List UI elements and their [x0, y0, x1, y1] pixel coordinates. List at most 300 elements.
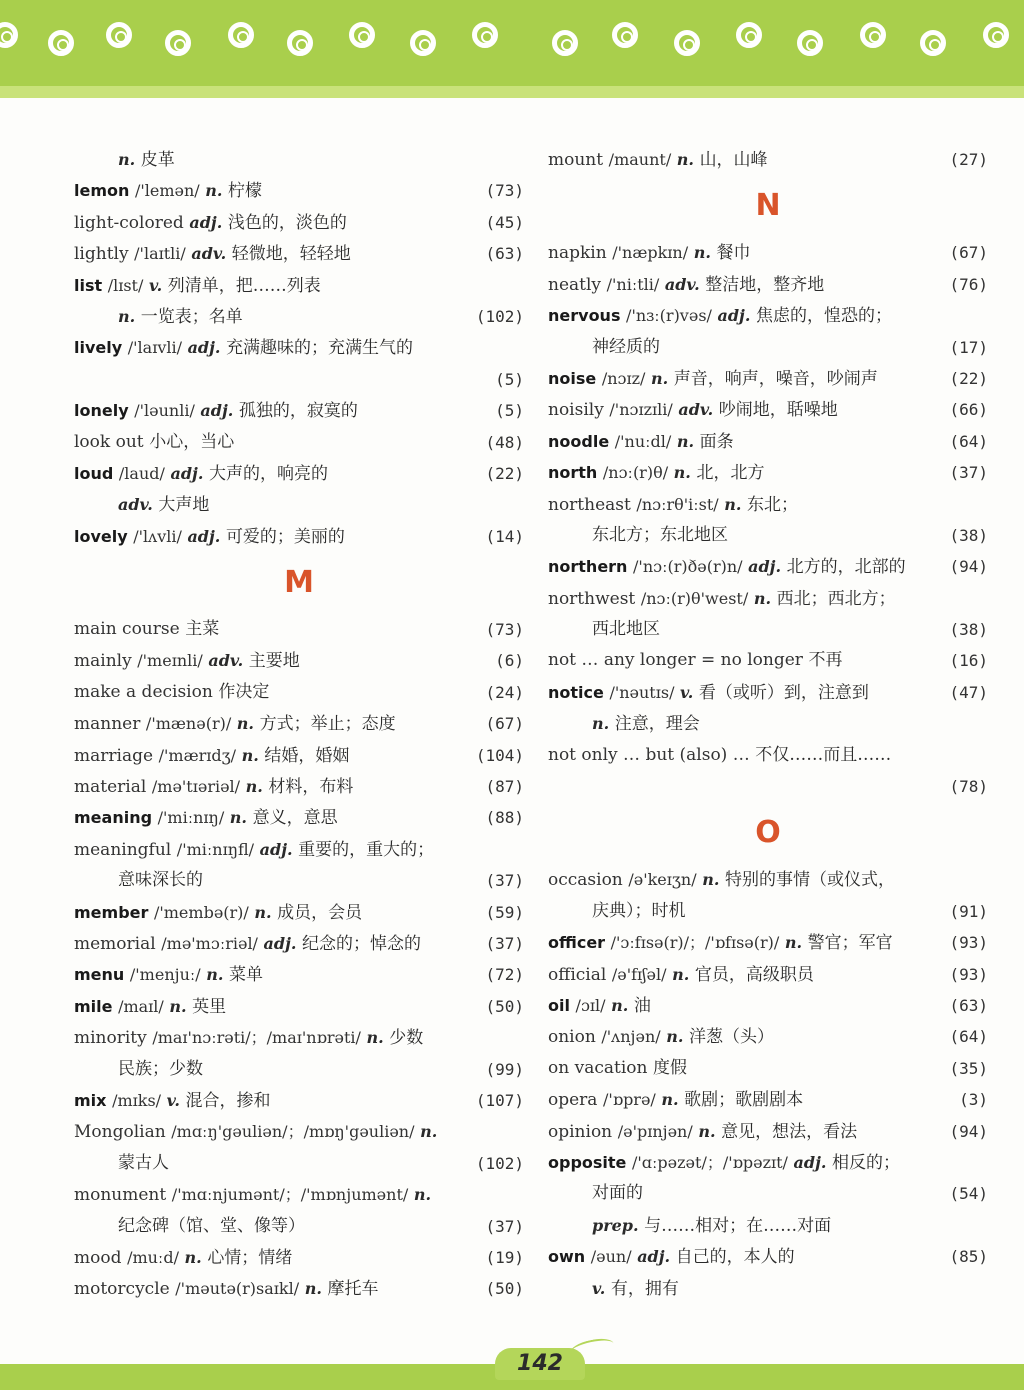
phonetic: /'nɔɪzɪli/	[609, 400, 673, 420]
phonetic: /'məutə(r)saɪkl/	[175, 1279, 300, 1299]
phonetic: /'nɜː(r)vəs/	[626, 306, 712, 326]
phonetic: /'næpkɪn/	[612, 243, 689, 263]
part-of-speech: v.	[592, 1278, 606, 1298]
page-reference: (93)	[949, 964, 988, 984]
headword: light-colored	[74, 212, 184, 233]
definition: 大声的，响亮的	[208, 463, 328, 484]
dictionary-entry	[548, 426, 988, 457]
entry-text	[548, 1116, 857, 1148]
entry-text	[74, 991, 226, 1023]
part-of-speech: n.	[651, 368, 669, 388]
headword: own	[548, 1247, 586, 1267]
page-reference: (6)	[495, 651, 524, 671]
page-reference: (37)	[485, 871, 524, 891]
part-of-speech: adv.	[118, 495, 153, 515]
dictionary-entry	[74, 1022, 524, 1053]
definition: 成员，会员	[277, 902, 363, 923]
definition: 东北方；东北地区	[592, 524, 728, 545]
definition: 东北；	[747, 494, 799, 515]
definition: 官员，高级职员	[694, 964, 814, 985]
entry-text	[74, 928, 421, 960]
definition: 不仅……而且……	[755, 744, 892, 765]
entry-text	[592, 1210, 831, 1242]
dictionary-entry	[548, 269, 988, 300]
dictionary-entry	[548, 489, 988, 520]
phonetic: /nɔːrθ'iːst/	[636, 494, 719, 514]
section-letter: N	[755, 188, 781, 224]
headword: member	[74, 902, 149, 922]
dictionary-entry	[74, 708, 524, 739]
headword: meaningful	[74, 839, 172, 860]
page-reference: (24)	[485, 682, 524, 702]
entry-text	[548, 1084, 803, 1116]
phonetic: /maɪ'nɔːrəti/；/maɪ'nɒrəti/	[152, 1028, 361, 1048]
headword: noodle	[548, 431, 610, 451]
part-of-speech: prep.	[592, 1215, 639, 1235]
phonetic: /muːd/	[127, 1247, 179, 1267]
part-of-speech: n.	[666, 1027, 684, 1047]
ring-ornament	[106, 22, 132, 48]
headword: Mongolian	[74, 1122, 166, 1143]
phonetic: /'laɪvli/	[127, 338, 182, 358]
headword: motorcycle	[74, 1279, 170, 1300]
headword: monument	[74, 1185, 167, 1206]
phonetic: /əun/	[590, 1247, 632, 1267]
definition: 声音，响声，噪音，吵闹声	[673, 368, 878, 389]
definition: 民族；少数	[118, 1058, 203, 1079]
entry-text	[592, 708, 700, 740]
entry-text	[74, 959, 263, 991]
page-reference: (107)	[475, 1090, 524, 1110]
phonetic: /'membə(r)/	[153, 902, 249, 922]
part-of-speech: adj.	[793, 1152, 827, 1172]
page-reference: (102)	[475, 1153, 524, 1173]
definition: 意义，意思	[252, 808, 338, 829]
entry-text	[74, 332, 413, 364]
part-of-speech: n.	[661, 1090, 679, 1110]
dictionary-entry	[74, 771, 524, 802]
definition: 不再	[808, 650, 843, 671]
dictionary-entry	[74, 332, 524, 363]
entry-text	[548, 269, 824, 301]
entry-text	[592, 1178, 643, 1209]
dictionary-entry	[548, 990, 988, 1021]
page-number: 142	[495, 1348, 585, 1380]
entry-text	[74, 458, 328, 490]
phonetic: /'ɒprə/	[603, 1090, 656, 1110]
part-of-speech: n.	[205, 181, 223, 201]
page-reference: (66)	[949, 400, 988, 420]
ring-ornament	[797, 30, 823, 56]
entry-text	[74, 740, 349, 772]
headword: not … any longer = no longer	[548, 650, 803, 671]
page-reference: (37)	[949, 463, 988, 483]
headword: opposite	[548, 1152, 627, 1172]
entry-text	[74, 677, 269, 708]
entry-text	[548, 1053, 687, 1084]
phonetic: /'meɪnli/	[137, 651, 203, 671]
definition: 洋葱（头）	[689, 1027, 775, 1048]
part-of-speech: v.	[148, 275, 163, 295]
headword: memorial	[74, 933, 156, 954]
dictionary-entry	[74, 458, 524, 489]
phonetic: /ə'pɪnjən/	[617, 1121, 693, 1141]
right-column	[548, 144, 988, 1304]
dictionary-entry	[74, 897, 524, 928]
entry-continuation	[548, 771, 988, 802]
headword: meaning	[74, 808, 153, 828]
dictionary-entry	[548, 740, 988, 771]
entry-text	[118, 865, 203, 896]
headword: officer	[548, 933, 606, 953]
definition: 纪念的；悼念的	[302, 933, 422, 954]
entry-continuation	[548, 614, 988, 645]
headword: occasion	[548, 870, 623, 891]
page-reference: (54)	[949, 1184, 988, 1204]
definition: 油	[633, 995, 651, 1016]
definition: 菜单	[229, 965, 264, 986]
dictionary-entry	[548, 1241, 988, 1272]
phonetic: /'lemən/	[134, 181, 200, 201]
entry-continuation	[548, 1178, 988, 1209]
headword: manner	[74, 714, 141, 735]
dictionary-entry	[548, 1147, 988, 1178]
entry-continuation	[74, 301, 524, 332]
entry-text	[548, 583, 896, 615]
dictionary-entry	[74, 395, 524, 426]
dictionary-entry	[548, 583, 988, 614]
dictionary-entry	[548, 959, 988, 990]
part-of-speech: adj.	[200, 401, 234, 421]
entry-text	[74, 771, 353, 803]
part-of-speech: n.	[672, 964, 690, 984]
entry-text	[548, 677, 869, 709]
part-of-speech: n.	[724, 494, 742, 514]
dictionary-entry	[74, 834, 524, 865]
headword: menu	[74, 965, 125, 985]
part-of-speech: n.	[118, 306, 136, 326]
entry-text	[548, 1147, 900, 1179]
part-of-speech: n.	[673, 463, 691, 483]
phonetic: /'laɪtli/	[134, 244, 186, 264]
entry-text	[548, 237, 750, 269]
entry-text	[74, 1085, 270, 1117]
definition: 少数	[389, 1028, 424, 1049]
dictionary-entry	[74, 270, 524, 301]
page-reference: (63)	[485, 244, 524, 264]
definition: 材料，布料	[268, 777, 354, 798]
entry-text	[74, 238, 351, 270]
ring-ornament	[228, 22, 254, 48]
definition: 看（或听）到，注意到	[698, 682, 869, 703]
dictionary-entry	[548, 1116, 988, 1147]
phonetic: /'menjuː/	[129, 965, 201, 985]
page-reference: (16)	[949, 651, 988, 671]
part-of-speech: adv.	[191, 244, 227, 264]
part-of-speech: n.	[118, 150, 136, 169]
entry-text	[548, 1021, 774, 1053]
definition: 注意，理会	[614, 714, 700, 735]
dictionary-entry	[548, 645, 988, 676]
dictionary-entry	[548, 237, 988, 268]
page-reference: (35)	[949, 1058, 988, 1078]
definition: 警官；军官	[807, 933, 893, 954]
part-of-speech: n.	[784, 933, 803, 953]
page-reference: (91)	[949, 901, 988, 921]
phonetic: /'miːnɪŋfl/	[176, 839, 255, 859]
phonetic: /laud/	[118, 463, 165, 483]
part-of-speech: n.	[592, 714, 610, 734]
entry-text	[548, 740, 891, 771]
definition: 面条	[699, 431, 734, 452]
entry-text	[548, 457, 764, 489]
entry-text	[592, 614, 660, 645]
page-reference: (14)	[485, 526, 524, 546]
definition: 方式；举止；态度	[259, 714, 396, 735]
entry-text	[74, 207, 347, 239]
definition: 蒙古人	[118, 1152, 169, 1173]
part-of-speech: adj.	[187, 338, 221, 358]
definition: 西北；西北方；	[776, 588, 896, 609]
page-reference: (73)	[485, 181, 524, 201]
entry-text	[548, 300, 892, 332]
definition: 纪念碑（馆、堂、像等）	[118, 1215, 305, 1236]
page-reference: (17)	[949, 337, 988, 357]
headword: main course	[74, 619, 180, 640]
ring-ornament	[410, 30, 436, 56]
page-reference: (63)	[949, 995, 988, 1015]
entry-continuation	[74, 1148, 524, 1179]
definition: 北方的，北部的	[786, 557, 906, 578]
phonetic: /nɔː(r)θ'west/	[640, 588, 749, 608]
phonetic: /'ʌnjən/	[601, 1027, 661, 1047]
part-of-speech: n.	[676, 150, 694, 169]
ring-ornament	[349, 22, 375, 48]
page-reference: (94)	[949, 1121, 988, 1141]
phonetic: /nɔɪz/	[601, 368, 646, 388]
entry-text	[74, 802, 338, 834]
headword: lonely	[74, 401, 129, 421]
entry-text	[592, 332, 660, 363]
page-reference: (67)	[949, 243, 988, 263]
phonetic: /'ɑːpəzət/；/'ɒpəzɪt/	[631, 1152, 788, 1172]
page-reference: (37)	[485, 1216, 524, 1236]
page-reference: (38)	[949, 620, 988, 640]
dictionary-entry	[548, 927, 988, 958]
headword: lovely	[74, 526, 128, 546]
ring-ornament	[860, 22, 886, 48]
definition: 重要的，重大的；	[298, 839, 435, 860]
phonetic: /maɪl/	[118, 996, 164, 1016]
entry-text	[592, 896, 686, 927]
entry-text	[548, 489, 798, 521]
part-of-speech: n.	[206, 965, 224, 985]
definition: 大声地	[158, 495, 210, 516]
headword: not only … but (also) …	[548, 744, 750, 765]
definition: 作决定	[218, 681, 270, 702]
dictionary-entry	[74, 521, 524, 552]
dictionary-entry	[548, 144, 988, 175]
dictionary-entry	[548, 300, 988, 331]
part-of-speech: n.	[229, 808, 247, 828]
phonetic: /ə'keɪʒn/	[628, 870, 697, 890]
part-of-speech: n.	[702, 870, 720, 890]
page-reference: (87)	[485, 777, 524, 797]
headword: material	[74, 777, 147, 798]
headword: mainly	[74, 651, 132, 672]
entry-text	[74, 614, 219, 645]
dictionary-entry	[548, 1021, 988, 1052]
page-reference: (47)	[949, 682, 988, 702]
entry-continuation	[548, 896, 988, 927]
headword: lemon	[74, 181, 130, 201]
entry-continuation	[74, 1054, 524, 1085]
part-of-speech: adj.	[189, 212, 223, 232]
phonetic: /ə'fɪʃəl/	[611, 964, 667, 984]
part-of-speech: adv.	[664, 274, 700, 294]
headword: oil	[548, 995, 570, 1015]
part-of-speech: n.	[254, 902, 272, 922]
headword: notice	[548, 682, 604, 702]
ring-ornament	[0, 22, 18, 48]
entry-continuation	[548, 520, 988, 551]
entry-text	[548, 363, 878, 395]
top-banner	[0, 0, 1024, 98]
ring-ornament	[983, 22, 1009, 48]
page-reference: (45)	[485, 212, 524, 232]
definition: 小心，当心	[149, 431, 235, 452]
definition: 意见，想法，看法	[721, 1121, 858, 1142]
headword: lively	[74, 338, 123, 358]
dictionary-entry	[74, 427, 524, 458]
section-letter: O	[755, 815, 781, 851]
phonetic: /maunt/	[608, 150, 672, 169]
entry-text	[74, 897, 362, 929]
part-of-speech: adj.	[170, 463, 204, 483]
definition: 意味深长的	[118, 870, 203, 891]
page-reference: (19)	[485, 1247, 524, 1267]
entry-continuation	[74, 364, 524, 395]
phonetic: /lɪst/	[107, 275, 144, 295]
definition: 孤独的，寂寞的	[238, 401, 358, 422]
page-reference: (27)	[949, 150, 988, 169]
headword: make a decision	[74, 681, 213, 702]
part-of-speech: n.	[184, 1247, 202, 1267]
page-reference: (85)	[949, 1247, 988, 1267]
part-of-speech: n.	[413, 1185, 432, 1205]
dictionary-entry	[548, 457, 988, 488]
entry-text	[548, 1241, 795, 1273]
entry-text	[74, 395, 358, 427]
page-reference: (99)	[485, 1059, 524, 1079]
headword: noise	[548, 368, 597, 388]
page-reference: (104)	[475, 745, 524, 765]
entry-text	[74, 708, 396, 740]
phonetic: /'nuːdl/	[614, 431, 672, 451]
dictionary-entry	[74, 1085, 524, 1116]
entry-continuation	[74, 1211, 524, 1242]
part-of-speech: v.	[680, 682, 694, 702]
entry-text	[74, 834, 434, 866]
part-of-speech: n.	[693, 243, 711, 263]
part-of-speech: adj.	[187, 526, 221, 546]
phonetic: /'mɑːnjumənt/；/'mɒnjumənt/	[171, 1185, 409, 1205]
headword: mile	[74, 996, 113, 1016]
definition: 柠檬	[228, 181, 263, 202]
phonetic: /'nɔː(r)ðə(r)n/	[633, 557, 743, 577]
definition: 整洁地，整齐地	[705, 274, 825, 295]
definition: 摩托车	[327, 1279, 379, 1300]
ring-ornament	[552, 30, 578, 56]
entry-text	[548, 394, 838, 426]
headword: mood	[74, 1247, 122, 1268]
entry-text	[548, 990, 651, 1022]
page-reference: (48)	[485, 432, 524, 452]
headword: neatly	[548, 274, 602, 295]
dictionary-entry	[74, 207, 524, 238]
entry-text	[74, 427, 234, 458]
definition: 歌剧；歌剧剧本	[684, 1090, 804, 1111]
entry-text	[118, 1211, 305, 1242]
definition: 结婚，婚姻	[264, 745, 350, 766]
dictionary-entry	[74, 1179, 524, 1210]
phonetic: /'niːtli/	[606, 274, 660, 294]
definition: 餐巾	[716, 243, 751, 264]
part-of-speech: n.	[676, 431, 695, 451]
page-reference: (73)	[485, 620, 524, 640]
dictionary-entry	[74, 175, 524, 206]
definition: 自己的，本人的	[675, 1247, 795, 1268]
page-reference: (72)	[485, 965, 524, 985]
definition: 皮革	[140, 150, 175, 170]
phonetic: /ɔɪl/	[575, 995, 606, 1015]
dictionary-entry	[548, 677, 988, 708]
page-reference: (78)	[949, 777, 988, 797]
entry-text	[118, 1054, 203, 1085]
phonetic: /nɔː(r)θ/	[602, 463, 669, 483]
headword: loud	[74, 463, 114, 483]
page-reference: (3)	[959, 1090, 988, 1110]
dictionary-entry	[74, 238, 524, 269]
part-of-speech: v.	[166, 1090, 180, 1110]
page-reference: (94)	[949, 557, 988, 577]
dictionary-entry	[74, 645, 524, 676]
headword: look out	[74, 431, 144, 452]
left-column	[74, 144, 524, 1305]
definition: 心情；情绪	[207, 1247, 293, 1268]
entry-text	[548, 426, 734, 458]
entry-text	[74, 1179, 431, 1211]
ring-ornament	[612, 22, 638, 48]
definition: 特别的事情（或仪式，	[724, 870, 895, 891]
page-reference: (5)	[495, 401, 524, 421]
phonetic: /'ɔːfɪsə(r)/；/'ɒfɪsə(r)/	[610, 933, 780, 953]
part-of-speech: adv.	[208, 651, 244, 671]
phonetic: /'mærɪdʒ/	[158, 745, 237, 765]
definition: 对面的	[592, 1183, 643, 1204]
part-of-speech: n.	[304, 1279, 322, 1299]
page-reference: (50)	[485, 996, 524, 1016]
ring-ornament	[736, 22, 762, 48]
phonetic: /'nəutɪs/	[609, 682, 675, 702]
entry-text	[118, 144, 175, 176]
dictionary-entry	[74, 677, 524, 708]
entry-continuation	[74, 144, 524, 175]
part-of-speech: n.	[611, 995, 629, 1015]
entry-continuation	[548, 708, 988, 739]
dictionary-entry	[74, 991, 524, 1022]
part-of-speech: n.	[169, 996, 187, 1016]
